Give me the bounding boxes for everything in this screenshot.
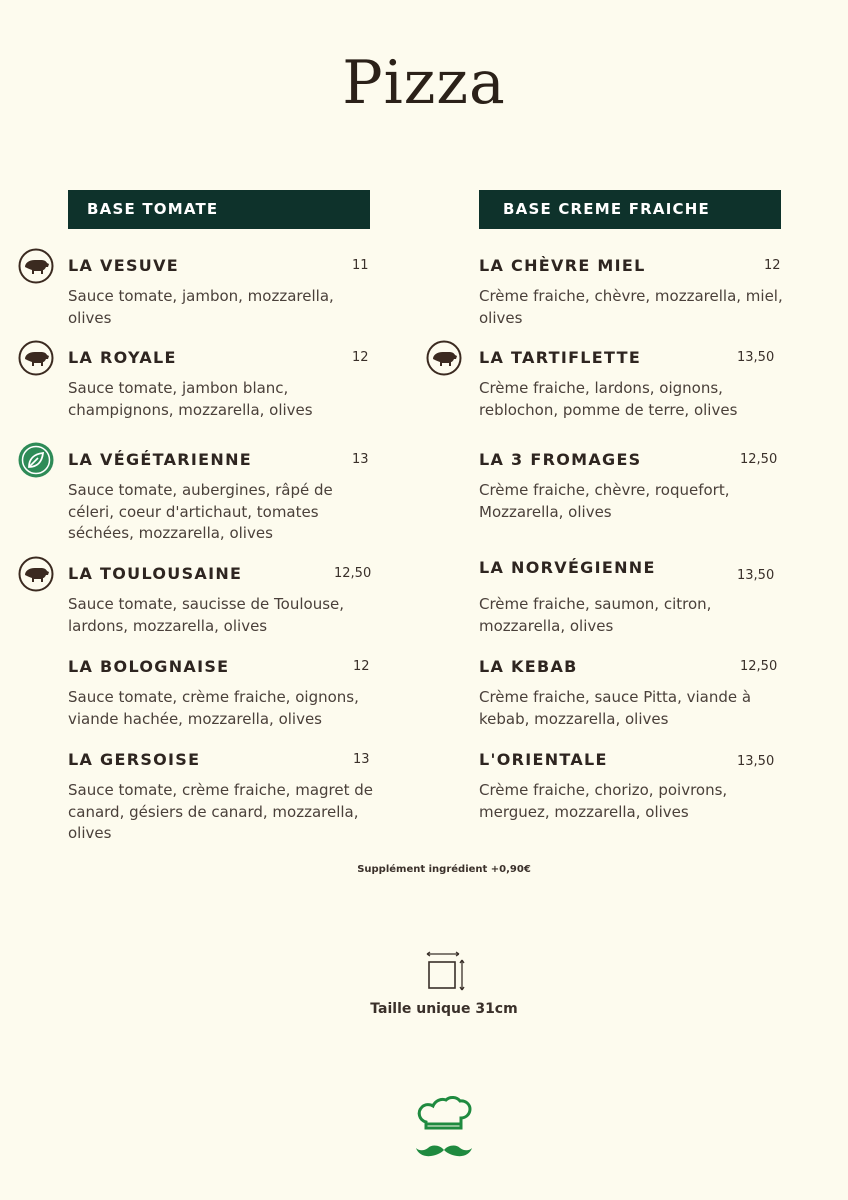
item-name: LA 3 FROMAGES <box>479 450 642 469</box>
item-price: 13,50 <box>737 568 775 583</box>
item-name: LA VESUVE <box>68 256 179 275</box>
item-name: LA TARTIFLETTE <box>479 348 642 367</box>
section-heading-base-creme-fraiche: BASE CREME FRAICHE <box>479 190 781 229</box>
item-name: LA TOULOUSAINE <box>68 564 243 583</box>
pig-icon <box>18 248 54 284</box>
column-base-tomate <box>18 190 374 842</box>
item-price: 13 <box>352 452 369 467</box>
item-name: LA KEBAB <box>479 657 578 676</box>
item-price: 12,50 <box>334 566 372 581</box>
item-description: Crème fraiche, chorizo, poivrons, merguez, mozzarella, olives <box>479 781 728 821</box>
pig-icon <box>18 556 54 592</box>
item-description: Crème fraiche, lardons, oignons, reblochon, pomme de terre, olives <box>479 379 738 419</box>
item-description: Sauce tomate, crème fraiche, magret de canard, gésiers de canard, mozzarella, olives <box>68 781 374 842</box>
item-name: LA GERSOISE <box>68 750 201 769</box>
item-description: Sauce tomate, crème fraiche, oignons, viande hachée, mozzarella, olives <box>68 688 359 728</box>
item-price: 12 <box>353 659 370 674</box>
size-label: Taille unique 31cm <box>370 1001 518 1017</box>
item-description: Sauce tomate, jambon blanc, champignons, mozzarella, olives <box>68 379 313 419</box>
item-description: Sauce tomate, jambon, mozzarella, olives <box>68 287 334 327</box>
item-price: 12,50 <box>740 452 778 467</box>
item-name: L'ORIENTALE <box>479 750 608 769</box>
item-name: LA ROYALE <box>68 348 177 367</box>
supplement-note: Supplément ingrédient +0,90€ <box>357 864 531 875</box>
pig-icon <box>426 340 462 376</box>
item-description: Sauce tomate, saucisse de Toulouse, lardons, mozzarella, olives <box>68 595 345 635</box>
section-heading-base-tomate: BASE TOMATE <box>68 190 370 229</box>
item-name: LA BOLOGNAISE <box>68 657 230 676</box>
item-description: Crème fraiche, chèvre, mozzarella, miel, olives <box>479 287 783 327</box>
pig-icon <box>18 340 54 376</box>
item-description: Sauce tomate, aubergines, râpé de céleri, coeur d'artichaut, tomates séchées, mozzarella, olives <box>68 481 333 542</box>
page-title: Pizza <box>342 48 506 118</box>
item-price: 12 <box>764 258 781 273</box>
item-description: Crème fraiche, saumon, citron, mozzarella, olives <box>479 595 712 635</box>
item-price: 13 <box>353 752 370 767</box>
item-description: Crème fraiche, sauce Pitta, viande à kebab, mozzarella, olives <box>479 688 752 728</box>
item-price: 11 <box>352 258 369 273</box>
dimension-square-icon <box>420 948 468 996</box>
chef-hat-mustache-icon <box>412 1092 476 1164</box>
item-price: 12 <box>352 350 369 365</box>
item-price: 12,50 <box>740 659 778 674</box>
item-name: LA NORVÉGIENNE <box>479 558 656 577</box>
item-name: LA CHÈVRE MIEL <box>479 256 646 275</box>
item-description: Crème fraiche, chèvre, roquefort, Mozzarella, olives <box>479 481 730 521</box>
item-price: 13,50 <box>737 754 775 769</box>
item-price: 13,50 <box>737 350 775 365</box>
leaf-icon <box>18 442 54 478</box>
column-base-creme-fraiche <box>426 190 783 821</box>
item-name: LA VÉGÉTARIENNE <box>68 450 252 469</box>
